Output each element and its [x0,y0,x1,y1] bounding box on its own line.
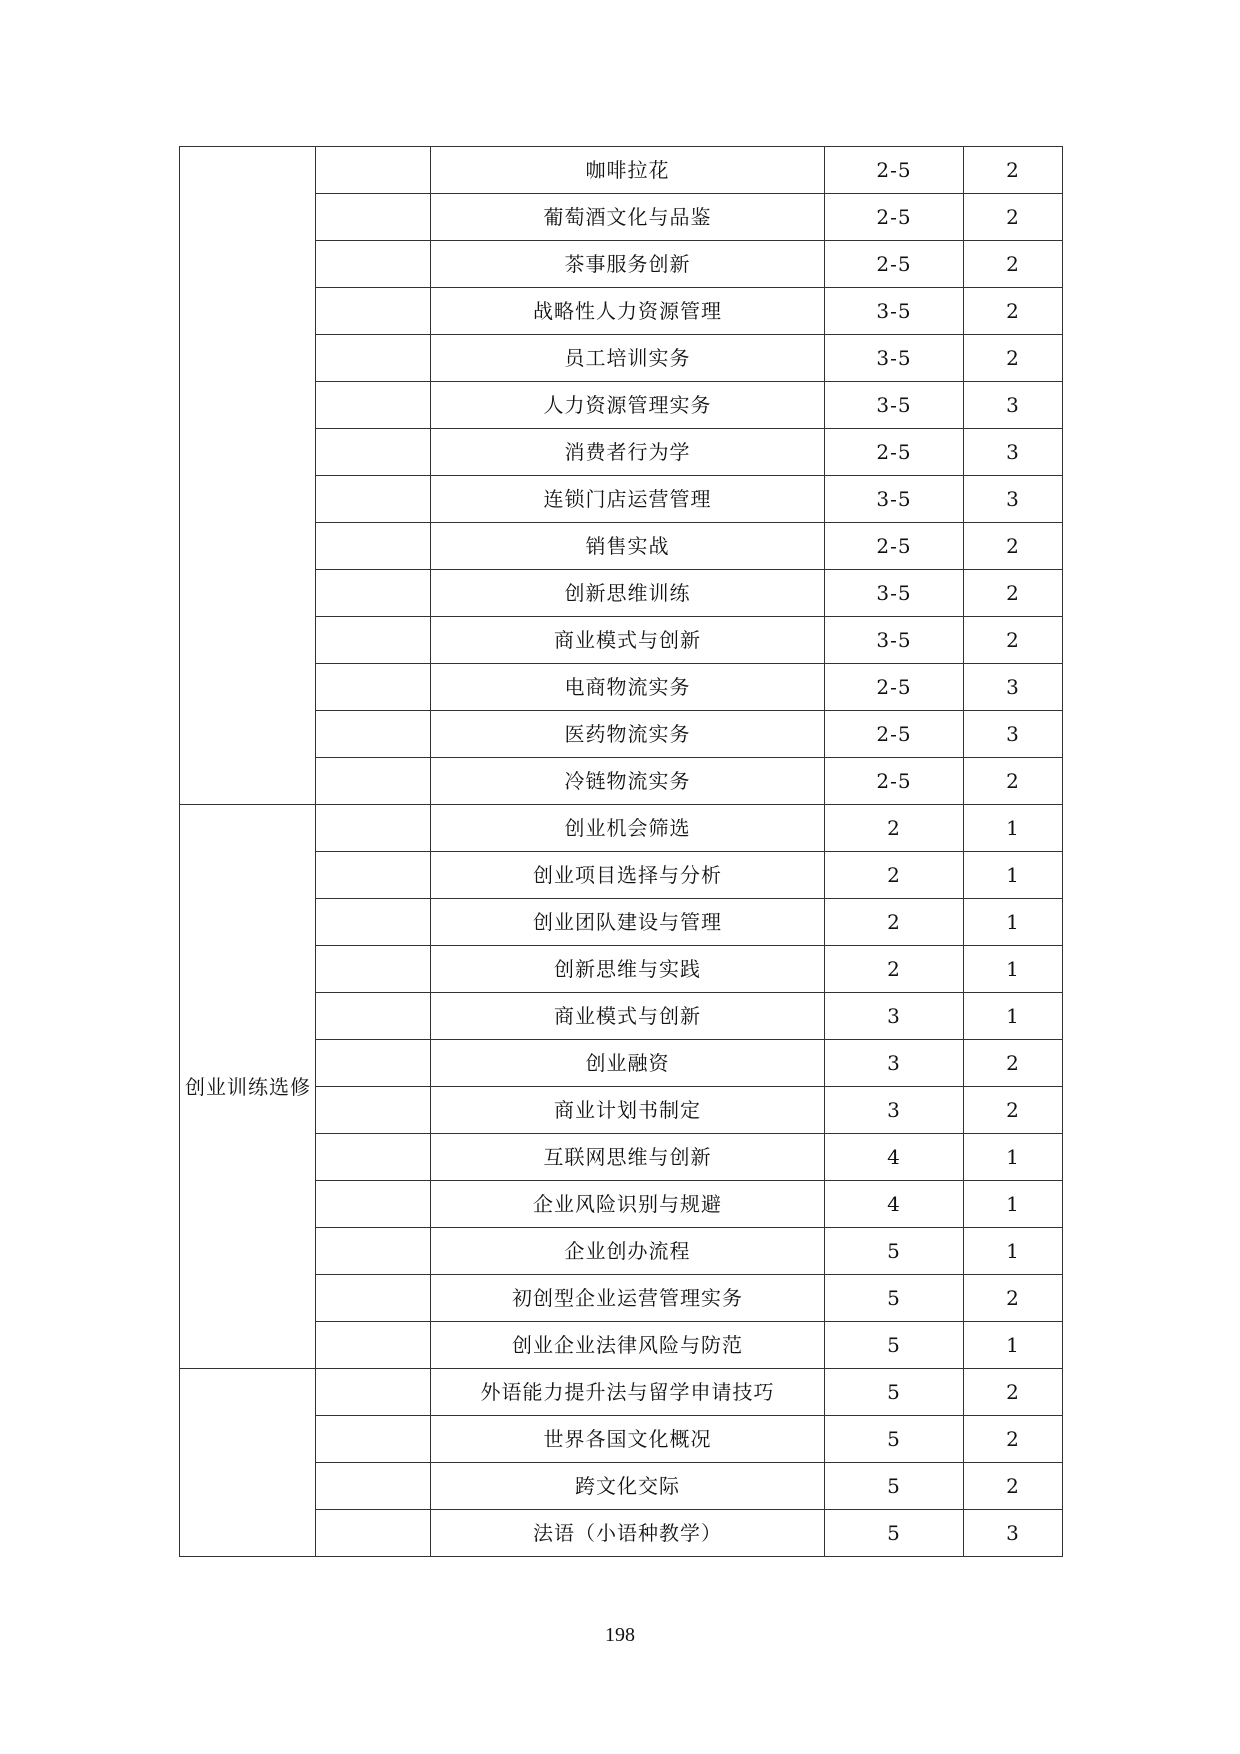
empty-cell [316,946,431,993]
semester-cell: 3 [825,993,964,1040]
course-name-cell: 葡萄酒文化与品鉴 [431,194,825,241]
credits-cell: 1 [964,1322,1063,1369]
semester-cell: 2-5 [825,711,964,758]
empty-cell [316,617,431,664]
table-row [180,805,1063,852]
semester-cell: 5 [825,1275,964,1322]
credits-cell: 1 [964,899,1063,946]
semester-cell: 3-5 [825,476,964,523]
course-name-cell: 创新思维训练 [431,570,825,617]
category-cell [180,1369,316,1557]
semester-cell: 2 [825,805,964,852]
empty-cell [316,1228,431,1275]
credits-cell: 2 [964,1369,1063,1416]
course-table [179,146,1063,1557]
course-name-cell: 外语能力提升法与留学申请技巧 [431,1369,825,1416]
empty-cell [316,1134,431,1181]
empty-cell [316,1087,431,1134]
course-name-cell: 创业团队建设与管理 [431,899,825,946]
semester-cell: 3-5 [825,382,964,429]
course-name-cell: 跨文化交际 [431,1463,825,1510]
course-name-cell: 医药物流实务 [431,711,825,758]
semester-cell: 2 [825,852,964,899]
empty-cell [316,335,431,382]
credits-cell: 2 [964,1087,1063,1134]
credits-cell: 2 [964,523,1063,570]
credits-cell: 2 [964,194,1063,241]
empty-cell [316,711,431,758]
empty-cell [316,664,431,711]
semester-cell: 3-5 [825,288,964,335]
course-name-cell: 员工培训实务 [431,335,825,382]
credits-cell: 1 [964,993,1063,1040]
course-name-cell: 企业风险识别与规避 [431,1181,825,1228]
empty-cell [316,241,431,288]
course-name-cell: 商业模式与创新 [431,617,825,664]
course-name-cell: 销售实战 [431,523,825,570]
semester-cell: 5 [825,1463,964,1510]
course-name-cell: 互联网思维与创新 [431,1134,825,1181]
credits-cell: 2 [964,570,1063,617]
semester-cell: 2-5 [825,664,964,711]
empty-cell [316,147,431,194]
empty-cell [316,1510,431,1557]
empty-cell [316,993,431,1040]
semester-cell: 3-5 [825,335,964,382]
credits-cell: 3 [964,664,1063,711]
semester-cell: 3 [825,1087,964,1134]
empty-cell [316,476,431,523]
semester-cell: 4 [825,1181,964,1228]
credits-cell: 2 [964,1416,1063,1463]
empty-cell [316,899,431,946]
category-cell: 创业训练选修 [180,805,316,1369]
course-name-cell: 连锁门店运营管理 [431,476,825,523]
empty-cell [316,1275,431,1322]
credits-cell: 3 [964,429,1063,476]
empty-cell [316,1322,431,1369]
empty-cell [316,523,431,570]
semester-cell: 2-5 [825,523,964,570]
semester-cell: 2 [825,899,964,946]
empty-cell [316,194,431,241]
credits-cell: 1 [964,946,1063,993]
course-name-cell: 世界各国文化概况 [431,1416,825,1463]
empty-cell [316,1181,431,1228]
course-name-cell: 商业计划书制定 [431,1087,825,1134]
credits-cell: 2 [964,1040,1063,1087]
credits-cell: 2 [964,1275,1063,1322]
semester-cell: 3-5 [825,617,964,664]
credits-cell: 2 [964,1463,1063,1510]
credits-cell: 2 [964,335,1063,382]
empty-cell [316,1369,431,1416]
empty-cell [316,570,431,617]
page-number: 198 [605,1624,635,1646]
semester-cell: 5 [825,1416,964,1463]
table-body [180,147,1063,1557]
course-name-cell: 企业创办流程 [431,1228,825,1275]
empty-cell [316,805,431,852]
course-name-cell: 茶事服务创新 [431,241,825,288]
credits-cell: 2 [964,147,1063,194]
semester-cell: 4 [825,1134,964,1181]
empty-cell [316,382,431,429]
empty-cell [316,288,431,335]
semester-cell: 5 [825,1322,964,1369]
course-name-cell: 创业融资 [431,1040,825,1087]
course-name-cell: 创新思维与实践 [431,946,825,993]
table-row [180,147,1063,194]
category-cell [180,147,316,805]
credits-cell: 3 [964,711,1063,758]
semester-cell: 5 [825,1369,964,1416]
credits-cell: 2 [964,617,1063,664]
credits-cell: 1 [964,805,1063,852]
semester-cell: 2-5 [825,194,964,241]
semester-cell: 2 [825,946,964,993]
empty-cell [316,758,431,805]
semester-cell: 3-5 [825,570,964,617]
credits-cell: 3 [964,382,1063,429]
course-name-cell: 战略性人力资源管理 [431,288,825,335]
course-name-cell: 初创型企业运营管理实务 [431,1275,825,1322]
credits-cell: 3 [964,1510,1063,1557]
semester-cell: 2-5 [825,429,964,476]
semester-cell: 2-5 [825,147,964,194]
course-name-cell: 人力资源管理实务 [431,382,825,429]
credits-cell: 1 [964,852,1063,899]
credits-cell: 2 [964,288,1063,335]
course-name-cell: 创业项目选择与分析 [431,852,825,899]
empty-cell [316,429,431,476]
course-name-cell: 消费者行为学 [431,429,825,476]
course-name-cell: 创业企业法律风险与防范 [431,1322,825,1369]
course-name-cell: 创业机会筛选 [431,805,825,852]
course-name-cell: 法语（小语种教学） [431,1510,825,1557]
semester-cell: 3 [825,1040,964,1087]
credits-cell: 3 [964,476,1063,523]
semester-cell: 2-5 [825,758,964,805]
credits-cell: 2 [964,241,1063,288]
course-name-cell: 冷链物流实务 [431,758,825,805]
table-row [180,1369,1063,1416]
semester-cell: 2-5 [825,241,964,288]
course-name-cell: 商业模式与创新 [431,993,825,1040]
credits-cell: 1 [964,1228,1063,1275]
course-name-cell: 电商物流实务 [431,664,825,711]
empty-cell [316,1416,431,1463]
empty-cell [316,1463,431,1510]
credits-cell: 1 [964,1134,1063,1181]
empty-cell [316,1040,431,1087]
credits-cell: 1 [964,1181,1063,1228]
course-name-cell: 咖啡拉花 [431,147,825,194]
empty-cell [316,852,431,899]
credits-cell: 2 [964,758,1063,805]
semester-cell: 5 [825,1228,964,1275]
semester-cell: 5 [825,1510,964,1557]
